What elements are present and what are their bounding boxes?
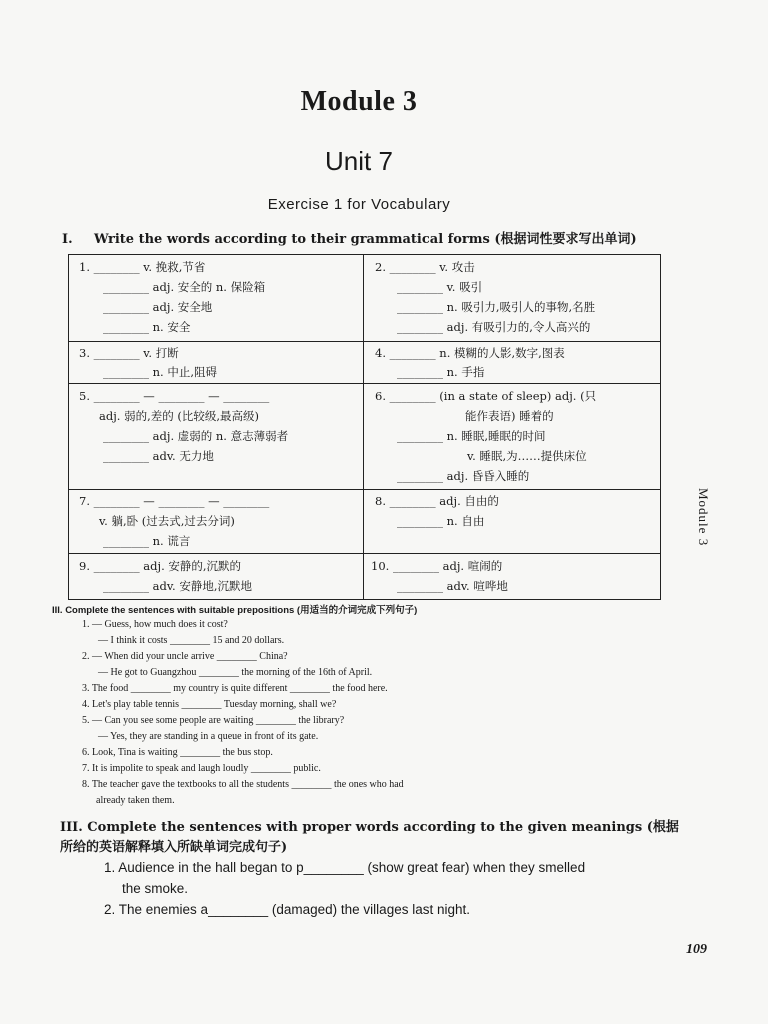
cell-line: ________ n. 谎言	[103, 534, 191, 548]
sentence-line: — He got to Guangzhou ________ the morning of the 16th of April.	[98, 667, 373, 678]
cell-line: adj. 弱的,差的 (比较级,最高级)	[99, 409, 260, 423]
sentence-line: 8. The teacher gave the textbooks to all the students ________ the ones who had	[82, 779, 404, 790]
cell-line: 9. ________ adj. 安静的,沉默的	[79, 559, 242, 573]
cell-line: ________ adj. 安全的 n. 保险箱	[103, 280, 266, 294]
table-column-divider	[363, 255, 364, 599]
cell-line: 能作表语) 睡着的	[465, 409, 554, 423]
sentence-line: 5. — Can you see some people are waiting ________ the library?	[82, 715, 345, 726]
sentence-line: 4. Let's play table tennis ________ Tuesday morning, shall we?	[82, 699, 337, 710]
cell-line: v. 躺,卧 (过去式,过去分词)	[99, 514, 235, 528]
cell-line: v. 睡眠,为……提供床位	[467, 449, 587, 463]
cell-line: ________ n. 吸引力,吸引人的事物,名胜	[397, 300, 596, 314]
unit-title: Unit 7	[325, 146, 393, 176]
page-number: 109	[686, 942, 707, 957]
cell-line: ________ n. 安全	[103, 320, 191, 334]
table-row-divider	[69, 553, 660, 554]
sentence-line: — I think it costs ________ 15 and 20 dollars.	[98, 635, 285, 646]
cell-line: ________ adv. 喧哗地	[397, 579, 508, 593]
cell-line: ________ adv. 无力地	[103, 449, 214, 463]
sentence-line: — Yes, they are standing in a queue in front of its gate.	[98, 731, 319, 742]
sentence-line: 2. The enemies a________ (damaged) the villages last night.	[104, 902, 470, 917]
sentence-line: 1. — Guess, how much does it cost?	[82, 619, 228, 630]
sentence-line: 6. Look, Tina is waiting ________ the bus stop.	[82, 747, 273, 758]
cell-line: ________ adv. 安静地,沉默地	[103, 579, 252, 593]
cell-line: ________ n. 自由	[397, 514, 485, 528]
side-module-label: Module 3	[696, 488, 711, 547]
section1-heading	[62, 228, 637, 247]
cell-line: ________ v. 吸引	[397, 280, 483, 294]
cell-line: ________ n. 手指	[397, 365, 485, 379]
cell-line: ________ n. 中止,阻碍	[103, 365, 218, 379]
cell-line: 7. ________ — ________ — ________	[79, 494, 270, 508]
cell-line: 5. ________ — ________ — ________	[79, 389, 270, 403]
sentence-line: 3. The food ________ my country is quite different ________ the food here.	[82, 683, 388, 694]
cell-line: ________ adj. 虚弱的 n. 意志薄弱者	[103, 429, 289, 443]
table-row-divider	[69, 383, 660, 384]
sentence-line: 1. Audience in the hall began to p________ (show great fear) when they smelled	[104, 860, 586, 875]
sentence-line: already taken them.	[96, 795, 175, 806]
vocabulary-table	[68, 254, 661, 600]
cell-line: 1. ________ v. 挽救,节省	[79, 260, 206, 274]
cell-line: ________ adj. 安全地	[103, 300, 213, 314]
table-row-divider	[69, 489, 660, 490]
cell-line: 2. ________ v. 攻击	[375, 260, 475, 274]
section1-instruction: Write the words according to their grammatical forms (根据词性要求写出单词)	[94, 232, 637, 247]
cell-line: 10. ________ adj. 喧闹的	[371, 559, 503, 573]
section1-number: I.	[62, 232, 73, 247]
sentence-line: the smoke.	[122, 881, 189, 896]
section3-heading: III. Complete the sentences with proper words according to the given meanings (根据所给的英语解释填入所缺单词完成句子)	[60, 820, 679, 855]
table-row-divider	[69, 341, 660, 342]
section2-heading: III. Complete the sentences with suitable prepositions (用适当的介词完成下列句子)	[52, 605, 418, 616]
cell-line: ________ adj. 有吸引力的,令人高兴的	[397, 320, 591, 334]
cell-line: ________ adj. 昏昏入睡的	[397, 469, 530, 483]
sentence-line: 7. It is impolite to speak and laugh loudly ________ public.	[82, 763, 321, 774]
cell-line: 4. ________ n. 模糊的人影,数字,图表	[375, 346, 565, 360]
sentence-line: 2. — When did your uncle arrive ________ China?	[82, 651, 288, 662]
cell-line: ________ n. 睡眠,睡眠的时间	[397, 429, 546, 443]
cell-line: 6. ________ (in a state of sleep) adj. (只	[375, 389, 597, 403]
cell-line: 3. ________ v. 打断	[79, 346, 179, 360]
exercise-title: Exercise 1 for Vocabulary	[267, 196, 451, 213]
module-title: Module 3	[300, 86, 418, 117]
cell-line: 8. ________ adj. 自由的	[375, 494, 499, 508]
